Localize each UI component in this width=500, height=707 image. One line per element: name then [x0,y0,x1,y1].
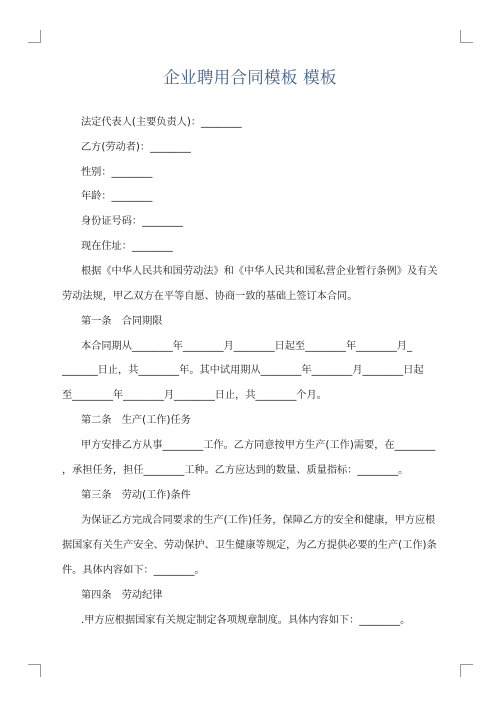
preamble-line: 劳动法规，甲乙双方在平等自愿、协商一致的基础上签订本合同。 [62,291,358,302]
crop-mark-top-left [28,30,41,43]
field-gender: 性别：________ [81,167,153,178]
article-heading: 第二条 生产(工作)任务 [81,415,191,426]
article-text-line: 为保证乙方完成合同要求的生产(工作)任务，保障乙方的安全和健康，甲方应根 [81,515,436,526]
article-heading: 第四条 劳动纪律 [81,590,163,601]
document-title: 企业聘用合同模板 模板 [163,68,337,87]
article-heading: 第一条 合同期限 [81,316,163,327]
article-text-line: _______日止，共________年。其中试用期从________年________月________日起 [62,365,424,376]
article-text-line: .甲方应根据国家有关规定制定各项规章制度。具体内容如下：________。 [81,615,411,626]
field-party-b: 乙方(劳动者)：________ [81,142,191,153]
preamble-line: 根据《中华人民共和国劳动法》和《中华人民共和国私营企业暂行条例》及有关 [81,266,438,277]
article-heading: 第三条 劳动(工作)条件 [81,490,191,501]
article-text-line: 甲方安排乙方从事________工作。乙方同意按甲方生产(工作)需要，在________ [81,440,436,451]
field-id-number: 身份证号码：________ [81,216,183,227]
article-text-line: 本合同期从________年________月________日起至________年________月_ [81,341,413,352]
article-text-line: 件。具体内容如下：________。 [62,565,205,576]
field-address: 现在住址：________ [81,241,173,252]
field-age: 年龄：________ [81,191,153,202]
crop-mark-bottom-right [460,664,473,677]
crop-mark-bottom-left [28,664,41,677]
crop-mark-top-right [460,30,473,43]
article-text-line: ，承担任务，担任________工种。乙方应达到的数量、质量指标：________。 [62,465,409,476]
article-text-line: 据国家有关生产安全、劳动保护、卫生健康等规定，为乙方提供必要的生产(工作)条 [62,540,437,551]
field-legal-representative: 法定代表人(主要负责人)：________ [81,117,242,128]
article-text-line: 至________年________月________日止，共________个月。 [62,390,327,401]
